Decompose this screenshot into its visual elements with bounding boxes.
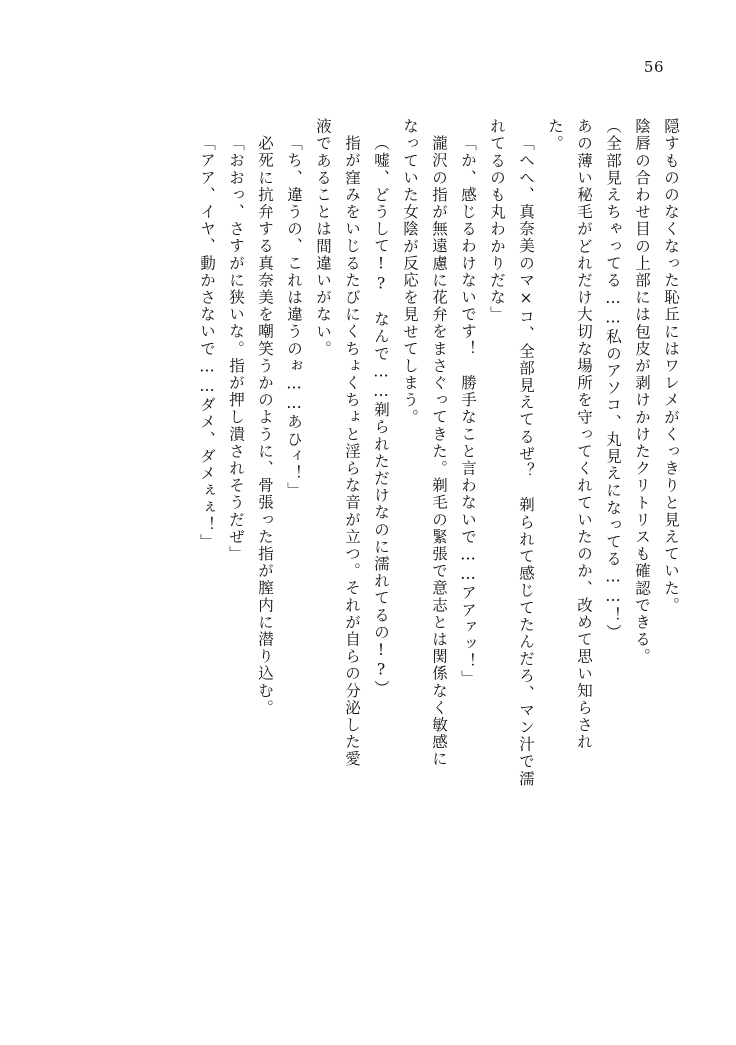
page-number: 56 [643,58,664,76]
text-line: あの薄い秘毛がどれだけ大切な場所を守ってくれていたのか、改めて思い知らされ [575,118,593,751]
text-line: た。 [546,118,564,153]
text-line: 「アア、イヤ、動かさないで……ダメ、ダメぇぇ！」 [198,135,216,551]
text-line: （嘘、どうして!? なんで……剃られただけなのに濡れてるの!?） [372,135,390,698]
text-line: 「へへ、真奈美のマ×コ、全部見えてるぜ？ 剃られて感じてたんだろ、マン汁で濡 [517,135,535,788]
text-line: 液であることは間違いがない。 [314,118,332,358]
text-line: （全部見えちゃってる……私のアソコ、丸見えになってる……！） [604,118,622,641]
text-line: 陰唇の合わせ目の上部には包皮が剥けかけたクリトリスも確認できる。 [633,118,651,666]
text-line: 必死に抗弁する真奈美を嘲笑うかのように、骨張った指が膣内に潜り込む。 [256,135,274,717]
text-line: 「か、感じるわけないです！ 勝手なこと言わないで……アアァッ！」 [459,135,477,688]
text-line: 「ち、違うの、これは違うのぉ……あひィ！」 [285,135,303,500]
text-line: 指が窪みをいじるたびにくちょくちょと淫らな音が立つ。それが自らの分泌した愛 [343,135,361,768]
text-line: 瀧沢の指が無遠慮に花弁をまさぐってきた。剃毛の緊張で意志とは関係なく敏感に [430,135,448,768]
vertical-text-body [60,118,678,948]
text-line: 「おおっ、さすがに狭いな。指が押し潰されそうだぜ」 [227,135,245,563]
text-line: 隠すもののなくなった恥丘にはワレメがくっきりと見えていた。 [662,118,680,614]
text-line: なっていた女陰が反応を見せてしまう。 [401,118,419,426]
text-line: れてるのも丸わかりだな」 [488,118,506,324]
